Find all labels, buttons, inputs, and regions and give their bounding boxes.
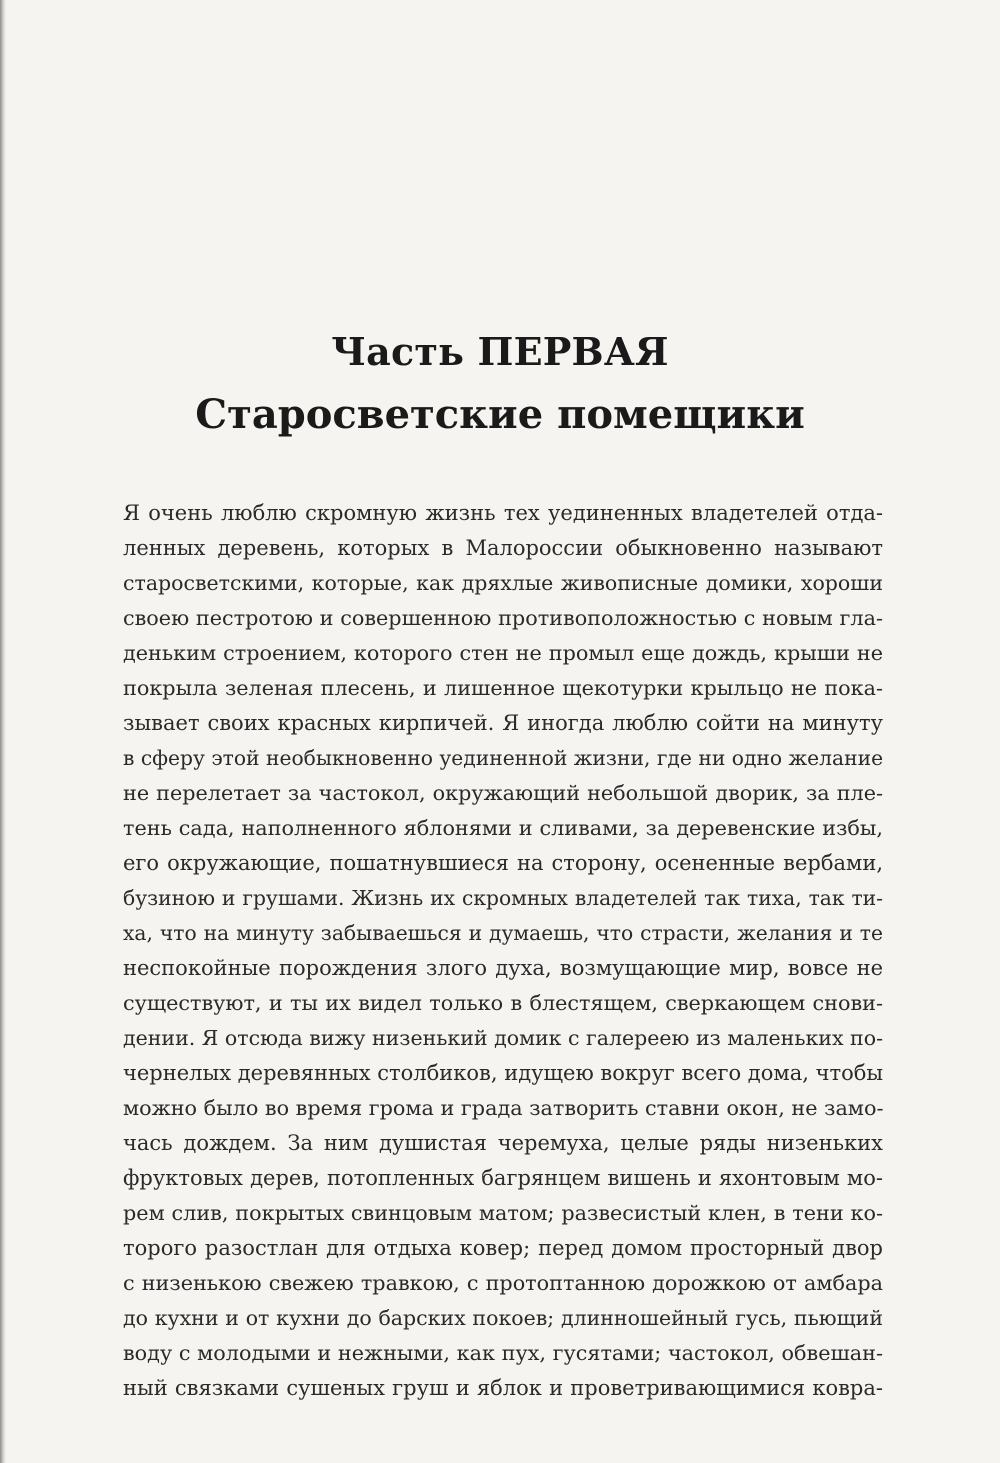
text-line: неспокойные порождения злого духа, возмущающие мир, вовсе не (123, 956, 883, 980)
text-line: тень сада, наполненного яблонями и сливами, за деревенские избы, (123, 816, 883, 840)
text-line: его окружающие, пошатнувшиеся на сторону, осененные вербами, (123, 851, 883, 875)
text-line: ленных деревень, которых в Малороссии обыкновенно называют (123, 536, 883, 560)
text-line: зывает своих красных кирпичей. Я иногда люблю сойти на минуту (123, 711, 883, 735)
text-line: в сферу этой необыкновенно уединенной жизни, где ни одно желание (123, 746, 884, 770)
text-line: чась дождем. За ним душистая черемуха, целые ряды низеньких (123, 1131, 883, 1155)
text-line: не перелетает за частокол, окружающий небольшой дворик, за пле- (123, 781, 883, 805)
part-title: Часть ПЕРВАЯ (331, 329, 669, 374)
text-line: старосветскими, которые, как дряхлые живописные домики, хороши (123, 571, 883, 595)
text-line: до кухни и от кухни до барских покоев; длинношейный гусь, пьющий (123, 1306, 883, 1330)
text-line: ный связками сушеных груш и яблок и проветривающимися ковра- (123, 1376, 883, 1400)
text-line: существуют, и ты их видел только в блестящем, сверкающем снови- (123, 991, 883, 1015)
text-line: деньким строением, которого стен не промыл еще дождь, крыши не (123, 641, 883, 665)
body-paragraph (123, 496, 883, 1406)
text-line: дении. Я отсюда вижу низенький домик с галереею из маленьких по- (123, 1026, 883, 1050)
text-line: фруктовых дерев, потопленных багрянцем вишень и яхонтовым мо- (123, 1166, 883, 1190)
text-line: с низенькою свежею травкою, с протоптанною дорожкою от амбара (123, 1271, 883, 1295)
text-line: своею пестротою и совершенною противоположностью с новым гла- (123, 606, 883, 630)
text-line: можно было во время грома и града затворить ставни окон, не замо- (123, 1096, 884, 1120)
text-line: ха, что на минуту забываешься и думаешь, что страсти, желания и те (123, 921, 883, 945)
story-title: Старосветские помещики (195, 391, 805, 438)
chapter-heading (0, 325, 1000, 445)
text-line: Я очень люблю скромную жизнь тех уединенных владетелей отда- (123, 501, 883, 525)
text-line: бузиною и грушами. Жизнь их скромных владетелей так тиха, так ти- (123, 886, 883, 910)
text-line: рем слив, покрытых свинцовым матом; развесистый клен, в тени ко- (123, 1201, 883, 1225)
text-line: воду с молодыми и нежными, как пух, гусятами; частокол, обвешан- (123, 1341, 883, 1365)
page-edge-shadow (0, 0, 6, 1463)
text-line: торого разостлан для отдыха ковер; перед домом просторный двор (123, 1236, 883, 1260)
text-line: покрыла зеленая плесень, и лишенное щекотурки крыльцо не пока- (123, 676, 883, 700)
text-line: чернелых деревянных столбиков, идущею вокруг всего дома, чтобы (123, 1061, 884, 1085)
